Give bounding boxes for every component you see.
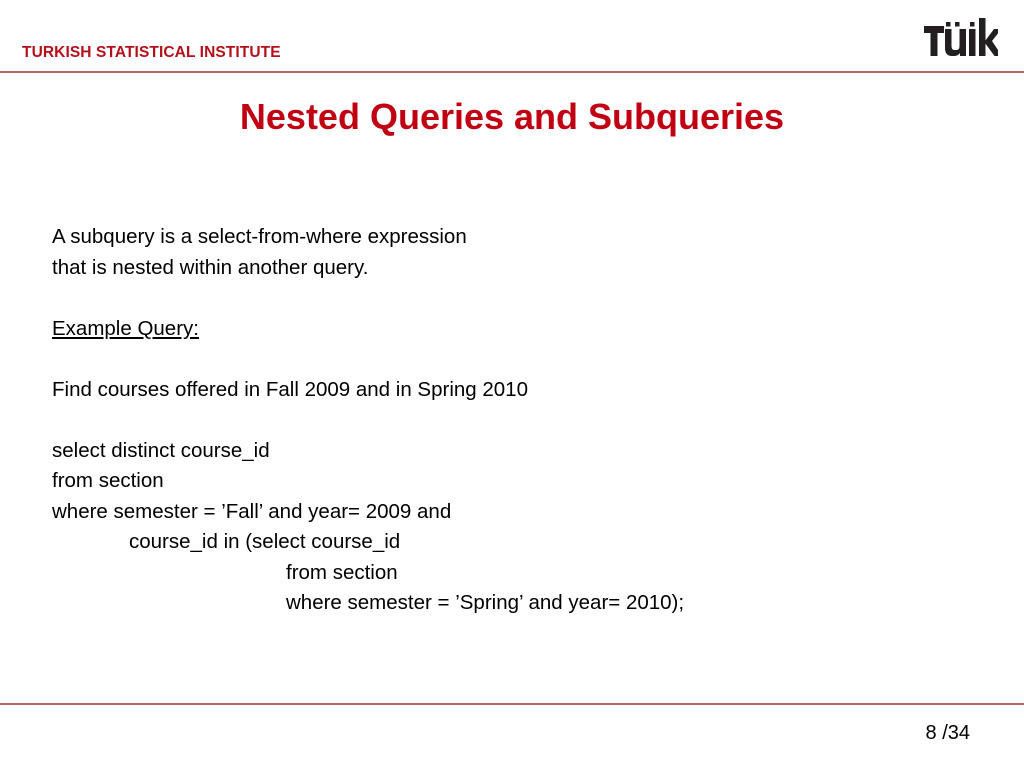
header-divider <box>0 71 1024 73</box>
sql-line-2: from section <box>52 469 164 492</box>
institute-name: TURKISH STATISTICAL INSTITUTE <box>22 44 281 61</box>
footer-divider <box>0 703 1024 705</box>
spacer <box>52 283 684 314</box>
sql-line-5: from section <box>286 560 398 584</box>
intro-line-1: A subquery is a select-from-where expression <box>52 225 467 248</box>
page-number: 8 /34 <box>925 722 970 744</box>
slide-body <box>52 222 684 619</box>
sql-line-6: where semester = ’Spring’ and year= 2010); <box>286 591 685 614</box>
intro-line-2: that is nested within another query. <box>52 255 369 279</box>
example-heading-line <box>52 314 684 345</box>
spacer <box>52 405 684 436</box>
task-description: Find courses offered in Fall 2009 and in Spring 2010 <box>52 377 528 401</box>
sql-line-3: where semester = ’Fall’ and year= 2009 and <box>52 499 452 523</box>
tuik-logo <box>924 16 998 56</box>
slide-title: Nested Queries and Subqueries <box>239 96 785 137</box>
spacer <box>52 344 684 375</box>
sql-line-4: course_id in (select course_id <box>129 530 401 553</box>
example-heading: Example Query: <box>52 316 199 340</box>
sql-line-1: select distinct course_id <box>52 438 270 462</box>
